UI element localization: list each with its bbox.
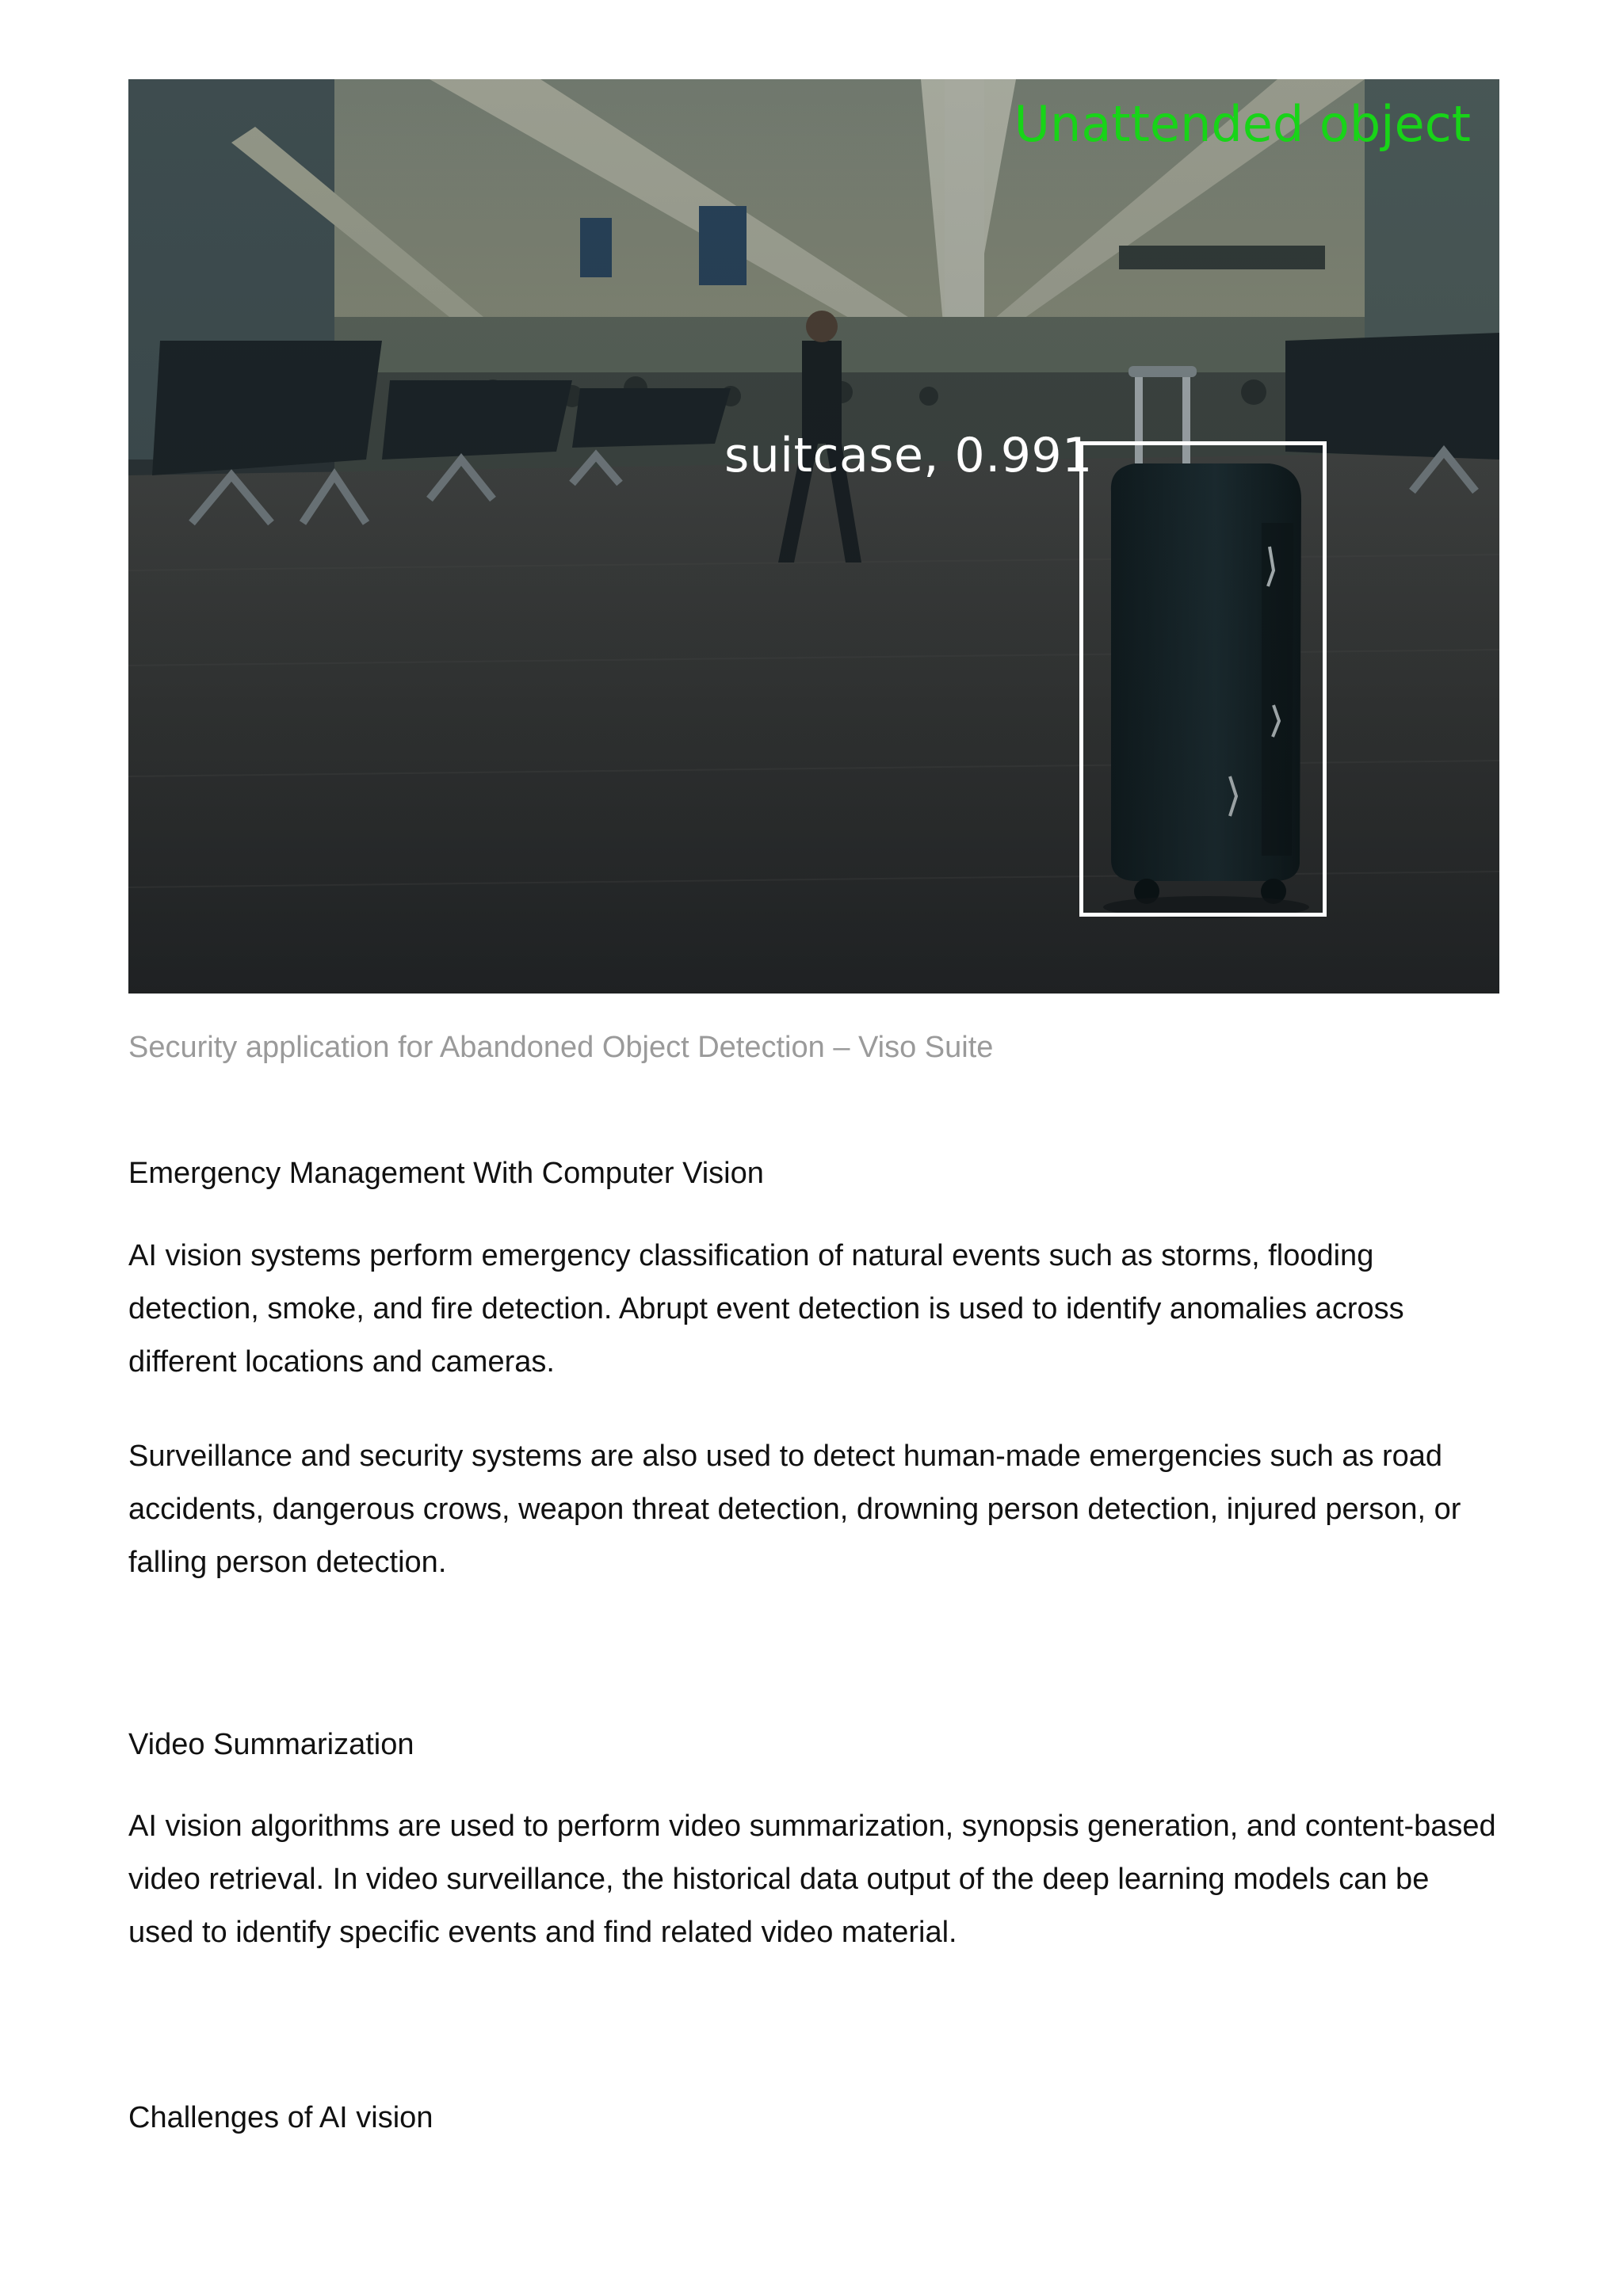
paragraph-human-made-emergencies: Surveillance and security systems are also used to detect human-made emergencies such as road accidents, dangerous crows, weapon threat detection, drowning person detection, injured person, or falling person detection. <box>128 1439 1461 1579</box>
detection-bounding-box <box>1079 441 1327 917</box>
detection-figure <box>128 79 1499 994</box>
section-heading-video-summarization: Video Summarization <box>128 1727 414 1761</box>
figure-caption: Security application for Abandoned Object Detection – Viso Suite <box>128 1031 994 1064</box>
paragraph-video-summarization: AI vision algorithms are used to perform video summarization, synopsis generation, and content-based video retrieval. In video surveillance, the historical data output of the deep learning models can be used to identify specific events and find related video material. <box>128 1810 1496 1950</box>
paragraph-emergency-classification: AI vision systems perform emergency classification of natural events such as storms, flooding detection, smoke, and fire detection. Abrupt event detection is used to identify anomalies across different locations and cameras. <box>128 1238 1404 1379</box>
detection-label: suitcase, 0.991 <box>724 428 1093 483</box>
section-heading-challenges: Challenges of AI vision <box>128 2101 433 2135</box>
unattended-object-alert: Unattended object <box>1014 95 1471 153</box>
article-content <box>128 79 1499 2138</box>
section-heading-emergency-management: Emergency Management With Computer Vision <box>128 1157 764 1191</box>
